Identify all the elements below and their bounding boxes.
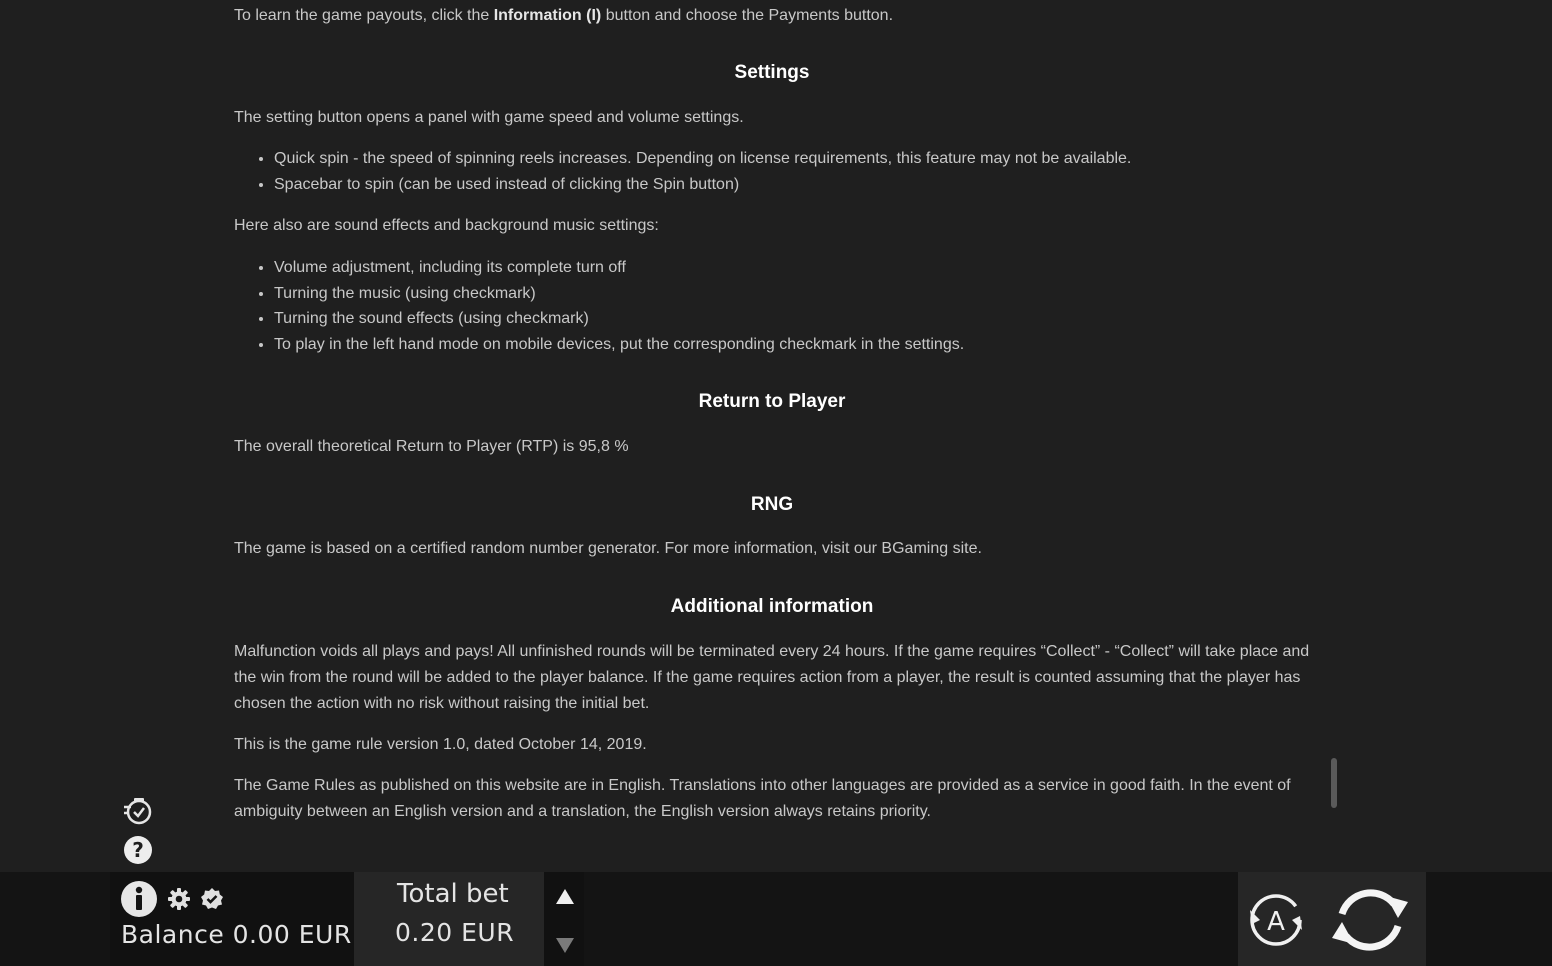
svg-text:?: ? bbox=[132, 838, 144, 862]
spin-icon[interactable] bbox=[1328, 880, 1412, 960]
settings-list bbox=[258, 146, 1131, 197]
list-item: • Volume adjustment, including its complete turn off bbox=[274, 255, 964, 281]
gear-icon[interactable] bbox=[167, 887, 191, 911]
settings-heading: Settings bbox=[734, 62, 810, 83]
responsible-gaming-icon[interactable] bbox=[122, 794, 154, 826]
list-item: • To play in the left hand mode on mobile devices, put the corresponding checkmark in the settings. bbox=[274, 332, 964, 358]
bet-down-icon[interactable] bbox=[554, 936, 576, 954]
bet-up-icon[interactable] bbox=[554, 888, 576, 906]
intro-text-end: button and choose the Payments button. bbox=[601, 7, 894, 24]
intro-paragraph bbox=[234, 3, 893, 29]
version-text: This is the game rule version 1.0, dated October 14, 2019. bbox=[234, 736, 647, 753]
bottom-bar bbox=[0, 872, 1552, 966]
list-item: • Spacebar to spin (can be used instead of clicking the Spin button) bbox=[274, 172, 1131, 198]
sound-settings-list bbox=[258, 255, 964, 358]
list-item: • Turning the sound effects (using checkmark) bbox=[274, 306, 964, 332]
total-bet-value: 0.20 EUR bbox=[395, 918, 515, 947]
help-icon[interactable] bbox=[122, 834, 154, 866]
autoplay-icon[interactable] bbox=[1246, 890, 1306, 950]
info-icon[interactable] bbox=[120, 880, 158, 918]
additional-text: Malfunction voids all plays and pays! All unfinished rounds will be terminated every 24 hours. If the game requires “Collect” - “Collect” will take place and the win from the round will be added to the player balance. If the game requires action from a player, the result is counted assuming that the player has chosen the action with no risk without raising the initial bet. bbox=[234, 643, 1310, 712]
list-item: • Quick spin - the speed of spinning reels increases. Depending on license requirements, this feature may not be available. bbox=[274, 146, 1131, 172]
verified-badge-icon[interactable] bbox=[200, 887, 224, 911]
svg-text:A: A bbox=[1267, 907, 1285, 937]
rng-text: The game is based on a certified random number generator. For more information, visit our BGaming site. bbox=[234, 540, 982, 557]
rtp-heading: Return to Player bbox=[698, 391, 846, 412]
rules-content bbox=[234, 0, 1324, 860]
rng-heading: RNG bbox=[750, 494, 794, 515]
settings-text: The setting button opens a panel with game speed and volume settings. bbox=[234, 109, 744, 126]
language-text: The Game Rules as published on this website are in English. Translations into other languages are provided as a service in good faith. In the event of ambiguity between an English version and a translation, the English version always retains priority. bbox=[234, 777, 1291, 820]
intro-bold: Information (I) bbox=[493, 7, 602, 24]
additional-heading: Additional information bbox=[670, 596, 874, 617]
intro-text-start: To learn the game payouts, click the bbox=[234, 7, 494, 24]
scrollbar-thumb[interactable] bbox=[1331, 758, 1337, 808]
rtp-text: The overall theoretical Return to Player (RTP) is 95,8 % bbox=[234, 438, 629, 455]
total-bet-label: Total bet bbox=[397, 879, 509, 909]
balance-display: Balance 0.00 EUR bbox=[121, 920, 352, 949]
list-item: • Turning the music (using checkmark) bbox=[274, 281, 964, 307]
sound-settings-text: Here also are sound effects and background music settings: bbox=[234, 217, 659, 234]
